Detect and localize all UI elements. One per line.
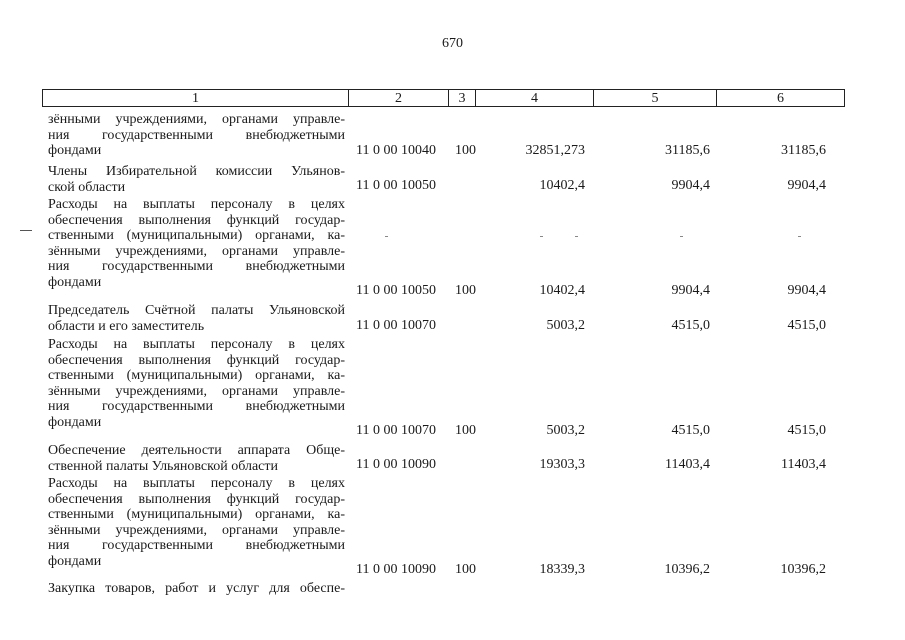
description-line: обеспечения выполнения функций государ- bbox=[48, 212, 345, 228]
description-line: ния государственными внебюджетными bbox=[48, 127, 345, 143]
row-code: 11 0 00 10090 bbox=[356, 457, 436, 472]
row-value-col4: 18339,3 bbox=[539, 562, 585, 577]
row-expense-type: 100 bbox=[455, 283, 476, 298]
row-expense-type: 100 bbox=[455, 423, 476, 438]
row-code: 11 0 00 10070 bbox=[356, 423, 436, 438]
row-value-col6: 11403,4 bbox=[781, 457, 826, 472]
row-value-col4: 32851,273 bbox=[525, 143, 585, 158]
description-line: Члены Избирательной комиссии Ульянов- bbox=[48, 164, 345, 179]
row-description bbox=[48, 164, 345, 195]
header-col-1: 1 bbox=[42, 90, 348, 106]
row-description bbox=[48, 443, 345, 474]
description-line: Расходы на выплаты персоналу в целях bbox=[48, 476, 345, 491]
row-description bbox=[48, 303, 345, 334]
row-description bbox=[48, 581, 345, 597]
row-value-col5: 4515,0 bbox=[671, 318, 710, 333]
row-code: 11 0 00 10040 bbox=[356, 143, 436, 158]
row-code: 11 0 00 10050 bbox=[356, 283, 436, 298]
header-col-2: 2 bbox=[348, 90, 448, 106]
description-line: обеспечения выполнения функций государ- bbox=[48, 352, 345, 368]
description-line: зёнными учреждениями, органами управле- bbox=[48, 112, 345, 127]
description-line: фондами bbox=[48, 274, 102, 290]
row-code: 11 0 00 10050 bbox=[356, 178, 436, 193]
row-description bbox=[48, 476, 345, 570]
description-line: ния государственными внебюджетными bbox=[48, 399, 345, 415]
description-line: Обеспечение деятельности аппарата Обще- bbox=[48, 443, 345, 458]
row-description bbox=[48, 337, 345, 431]
description-line: Закупка товаров, работ и услуг для обеспе- bbox=[48, 581, 345, 596]
row-code: 11 0 00 10090 bbox=[356, 562, 436, 577]
scan-speck bbox=[680, 236, 683, 237]
description-line: зёнными учреждениями, органами управле- bbox=[48, 243, 345, 259]
header-col-3: 3 bbox=[448, 90, 475, 106]
row-value-col6: 9904,4 bbox=[787, 178, 826, 193]
description-line: фондами bbox=[48, 414, 102, 430]
description-line: Расходы на выплаты персоналу в целях bbox=[48, 197, 345, 212]
row-value-col5: 9904,4 bbox=[671, 283, 710, 298]
description-line: области и его заместитель bbox=[48, 318, 205, 334]
scan-speck bbox=[575, 236, 578, 237]
page-number: 670 bbox=[442, 36, 463, 51]
scan-speck bbox=[540, 236, 543, 237]
description-line: ния государственными внебюджетными bbox=[48, 538, 345, 554]
row-code: 11 0 00 10070 bbox=[356, 318, 436, 333]
row-value-col5: 9904,4 bbox=[671, 178, 710, 193]
description-line: Председатель Счётной палаты Ульяновской bbox=[48, 303, 345, 318]
description-line: ственными (муниципальными) органами, ка- bbox=[48, 368, 345, 384]
row-value-col6: 10396,2 bbox=[780, 562, 826, 577]
row-value-col4: 10402,4 bbox=[539, 283, 585, 298]
description-line: ственными (муниципальными) органами, ка- bbox=[48, 228, 345, 244]
row-value-col5: 31185,6 bbox=[665, 143, 710, 158]
description-line: ственными (муниципальными) органами, ка- bbox=[48, 507, 345, 523]
description-line: обеспечения выполнения функций государ- bbox=[48, 491, 345, 507]
row-value-col4: 5003,2 bbox=[546, 318, 585, 333]
row-expense-type: 100 bbox=[455, 143, 476, 158]
row-description bbox=[48, 112, 345, 159]
header-col-6: 6 bbox=[716, 90, 845, 106]
row-value-col6: 9904,4 bbox=[787, 283, 826, 298]
description-line: фондами bbox=[48, 143, 102, 159]
row-value-col5: 10396,2 bbox=[664, 562, 710, 577]
scan-speck bbox=[798, 236, 801, 237]
description-line: ния государственными внебюджетными bbox=[48, 259, 345, 275]
header-col-5: 5 bbox=[593, 90, 716, 106]
row-value-col4: 19303,3 bbox=[539, 457, 585, 472]
description-line: ственной палаты Ульяновской области bbox=[48, 458, 279, 474]
description-line: зёнными учреждениями, органами управле- bbox=[48, 522, 345, 538]
margin-mark bbox=[20, 230, 32, 231]
row-value-col5: 4515,0 bbox=[671, 423, 710, 438]
row-value-col6: 4515,0 bbox=[787, 423, 826, 438]
row-value-col6: 4515,0 bbox=[787, 318, 826, 333]
row-value-col4: 5003,2 bbox=[546, 423, 585, 438]
description-line: зёнными учреждениями, органами управле- bbox=[48, 383, 345, 399]
header-col-4: 4 bbox=[475, 90, 593, 106]
row-value-col5: 11403,4 bbox=[665, 457, 710, 472]
row-value-col6: 31185,6 bbox=[781, 143, 826, 158]
row-value-col4: 10402,4 bbox=[539, 178, 585, 193]
description-line: фондами bbox=[48, 553, 102, 569]
description-line: Расходы на выплаты персоналу в целях bbox=[48, 337, 345, 352]
description-line: ской области bbox=[48, 179, 126, 195]
row-description bbox=[48, 197, 345, 291]
scan-speck bbox=[385, 236, 388, 237]
row-expense-type: 100 bbox=[455, 562, 476, 577]
